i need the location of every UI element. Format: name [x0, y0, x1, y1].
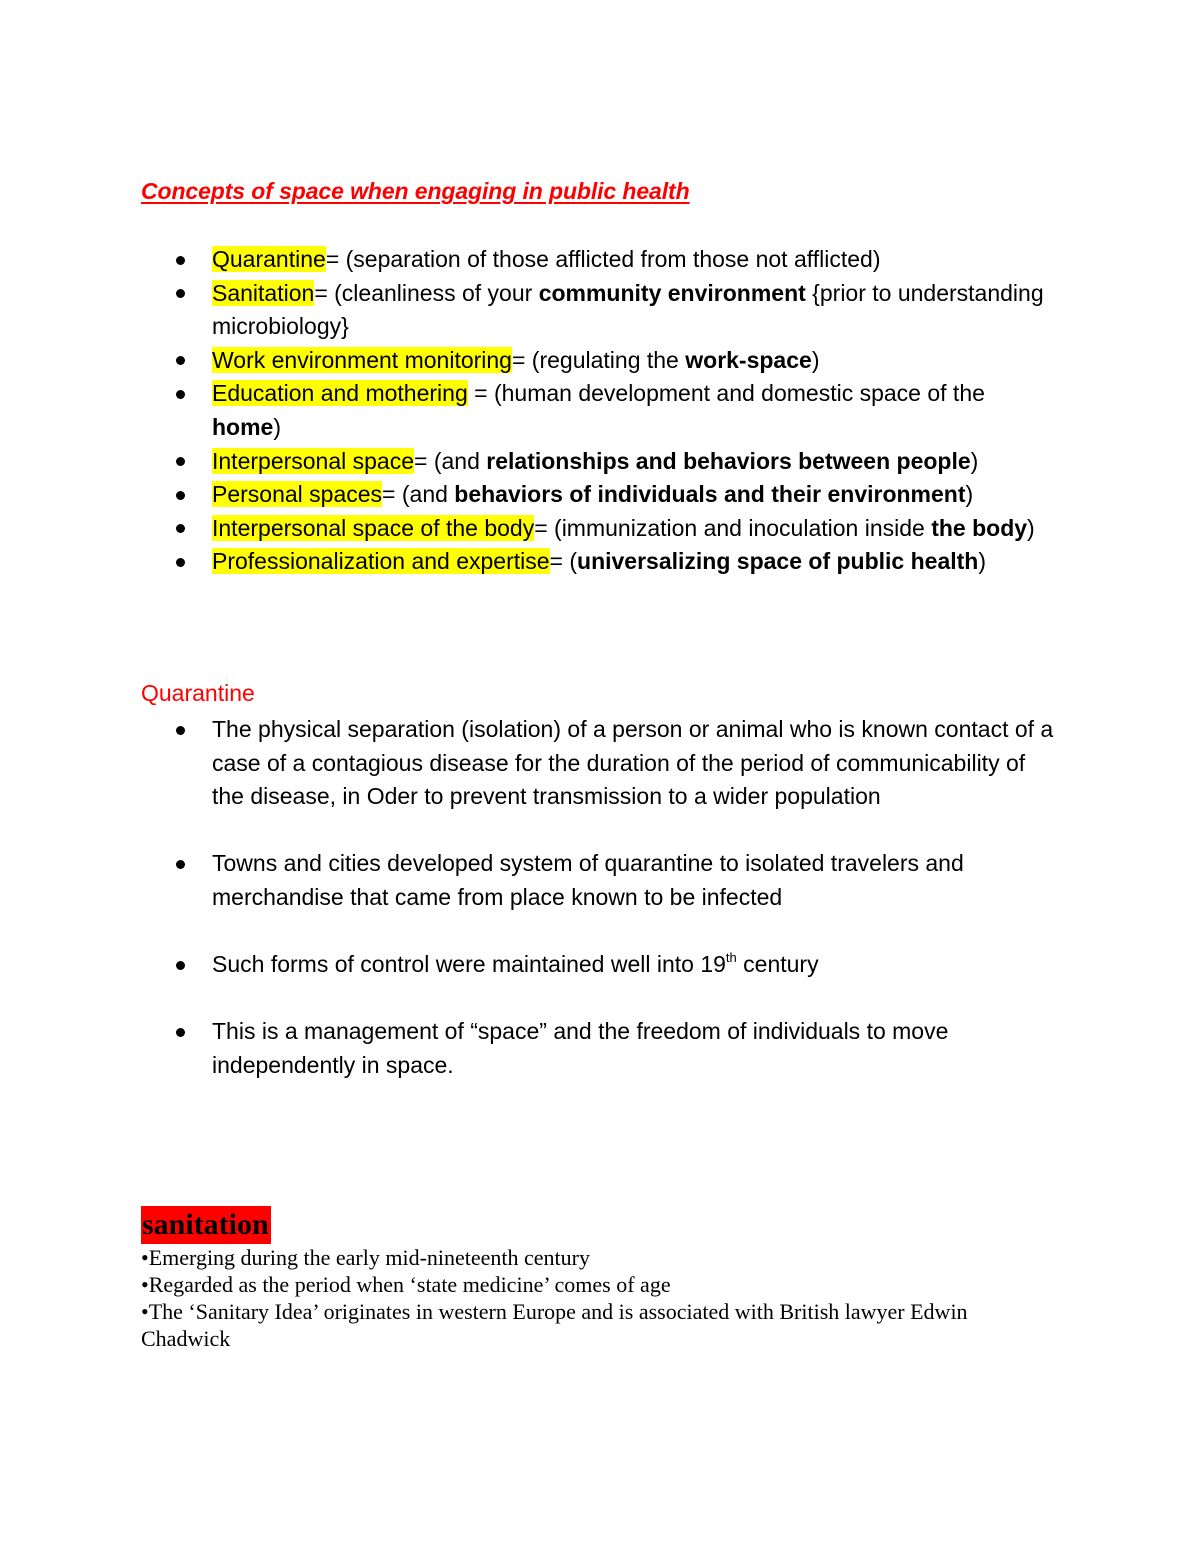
concept-item — [0, 377, 1200, 444]
quarantine-heading: Quarantine — [141, 680, 255, 706]
concept-description: = (regulating the — [511, 346, 686, 373]
list-item — [0, 713, 1200, 814]
concept-description: ) — [978, 548, 987, 575]
concept-description: = ( — [549, 548, 578, 575]
quarantine-history: Towns and cities developed system of quarantine to isolated travelers and merchandise that came from place known to be infected — [212, 850, 964, 910]
concept-item — [0, 478, 1200, 512]
concept-item — [0, 344, 1200, 378]
list-item — [0, 847, 1200, 914]
bullet-icon — [176, 289, 185, 298]
concept-emphasis: the body — [931, 514, 1028, 541]
concept-term: Interpersonal space of the body — [212, 514, 535, 541]
concept-emphasis: relationships and behaviors between people — [486, 447, 971, 474]
concept-term: Professionalization and expertise — [212, 548, 550, 575]
concept-description: = (cleanliness of your — [314, 279, 539, 306]
concept-description: = (human development and domestic space of the — [467, 380, 985, 407]
bullet-icon — [176, 457, 185, 466]
bullet-icon — [176, 1028, 185, 1037]
concept-description: {prior to understanding microbiology} — [212, 279, 1044, 340]
concepts-list — [0, 243, 1200, 579]
concept-term: Work environment monitoring — [212, 346, 512, 373]
concept-item — [0, 512, 1200, 546]
concept-emphasis: universalizing space of public health — [577, 548, 979, 575]
concept-description: = (immunization and inoculation inside — [534, 514, 932, 541]
sanitation-heading: sanitation — [141, 1206, 271, 1244]
concept-emphasis: community environment — [538, 279, 806, 306]
bullet-icon — [176, 860, 185, 869]
concept-description: ) — [273, 413, 282, 440]
quarantine-management: This is a management of “space” and the freedom of individuals to move independently in space. — [212, 1018, 949, 1078]
concept-term: Sanitation — [212, 279, 315, 306]
bullet-icon — [176, 390, 185, 399]
concept-description: = (and — [414, 447, 487, 474]
sanitation-line: •Regarded as the period when ‘state medicine’ comes of age — [141, 1272, 671, 1297]
concept-description: ) — [965, 481, 974, 508]
list-item — [0, 1015, 1200, 1082]
concept-description: ) — [811, 346, 820, 373]
concept-description: = (separation of those afflicted from those not afflicted) — [325, 246, 881, 272]
concept-emphasis: behaviors of individuals and their environment — [454, 481, 966, 508]
concept-term: Interpersonal space — [212, 447, 415, 474]
concept-description: ) — [1027, 514, 1035, 541]
concept-description: ) — [970, 447, 979, 474]
concept-term: Education and mothering — [212, 380, 468, 407]
concept-emphasis: home — [212, 413, 274, 440]
concept-description: = (and — [382, 481, 455, 508]
bullet-icon — [176, 524, 185, 533]
concept-term: Personal spaces — [212, 481, 383, 508]
bullet-icon — [176, 256, 185, 265]
quarantine-definition: The physical separation (isolation) of a person or animal who is known contact of a case of a contagious disease for the duration of the period of communicability of the disease, in Oder to prevent transmission to a wider population — [212, 716, 1054, 810]
concept-emphasis: work-space — [685, 346, 812, 373]
quarantine-control-post: century — [736, 951, 819, 978]
quarantine-list — [0, 713, 1200, 1083]
page-title: Concepts of space when engaging in public health — [141, 178, 690, 204]
list-item — [0, 948, 1200, 982]
concept-item — [0, 445, 1200, 479]
sanitation-notes — [141, 1244, 1041, 1352]
sanitation-line: •The ‘Sanitary Idea’ originates in western Europe and is associated with British lawyer Edwin Chadwick — [141, 1299, 968, 1351]
concept-term: Quarantine — [212, 246, 326, 272]
quarantine-control-pre: Such forms of control were maintained well into 19 — [212, 951, 726, 978]
concept-item — [0, 545, 1200, 579]
bullet-icon — [176, 491, 185, 500]
concept-item — [0, 243, 1200, 277]
concept-item — [0, 277, 1200, 344]
bullet-icon — [176, 961, 185, 970]
bullet-icon — [176, 356, 185, 365]
sanitation-line: •Emerging during the early mid-nineteenth century — [141, 1245, 590, 1270]
bullet-icon — [176, 726, 185, 735]
ordinal-suffix: th — [725, 949, 737, 965]
bullet-icon — [176, 558, 185, 567]
